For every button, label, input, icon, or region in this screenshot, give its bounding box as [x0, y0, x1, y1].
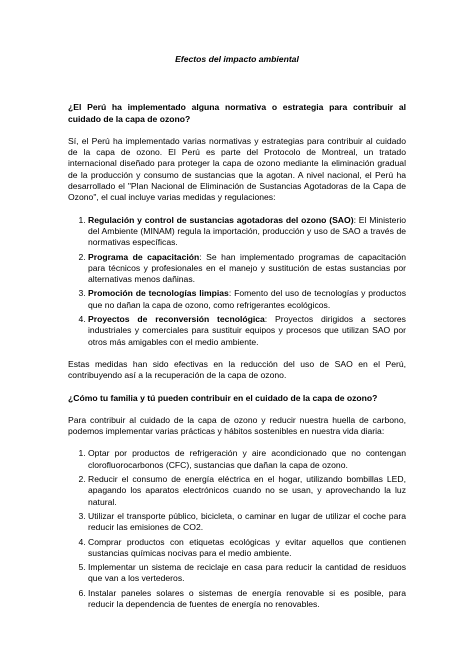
list-item: 5. Implementar un sistema de reciclaje en casa para reducir la cantidad de residuos que van a los vertederos.	[88, 562, 406, 585]
section1-conclusion: Estas medidas han sido efectivas en la reducción del uso de SAO en el Perú, contribuyendo así a la recuperación de la capa de ozono.	[68, 358, 406, 381]
list-item-text: : El Ministerio del Ambiente (MINAM) regula la importación, producción y uso de SAO a través de normativas específicas.	[88, 214, 407, 248]
list-item: 3. Utilizar el transporte público, bicicleta, o caminar en lugar de utilizar el coche para reducir las emisiones de CO2.	[88, 511, 406, 534]
list-item-text: : Proyectos dirigidos a sectores industriales y comerciales para sustituir equipos y procesos que utilizan SAO por otros más amigables con el medio ambiente.	[88, 314, 406, 347]
section2-heading: ¿Cómo tu familia y tú pueden contribuir en el cuidado de la capa de ozono?	[68, 392, 378, 403]
list-item-term: Promoción de tecnologías limpias	[88, 288, 229, 299]
list-item-text: : Se han implementado programas de capacitación para técnicos y profesionales en el manejo y sustitución de estas sustancias por alternativas menos dañinas.	[88, 251, 406, 285]
list-item	[88, 288, 406, 311]
section1-heading: ¿El Perú ha implementado alguna normativa o estrategia para contribuir al cuidado de la capa de ozono?	[68, 102, 406, 124]
list-item: 1. Optar por productos de refrigeración y aire acondicionado que no contengan clorofluorocarbonos (CFC), sustancias que dañan la capa de ozono.	[88, 448, 406, 471]
list-item-term: Proyectos de reconversión tecnológica	[88, 314, 265, 325]
section1-intro: Sí, el Perú ha implementado varias normativas y estrategias para contribuir al cuidado de la capa de ozono. El Perú es parte del Protocolo de Montreal, un tratado internacional diseñado para proteger la capa de ozono mediante la eliminación gradual de la producción y consumo de sustancias que la agotan. A nivel nacional, el Perú ha desarrollado el "Plan Nacional de Eliminación de Sustancias Agotadoras de la Capa de Ozono", el cual incluye varias medidas y regulaciones:	[68, 135, 406, 203]
section2-list	[68, 448, 406, 610]
list-item: 2. Reducir el consumo de energía eléctrica en el hogar, utilizando bombillas LED, apagando los aparatos electrónicos cuando no se usan, y aprovechando la luz natural.	[88, 474, 406, 508]
list-item-text: : Fomento del uso de tecnologías y productos que no dañan la capa de ozono, como refrigerantes ecológicos.	[88, 288, 406, 310]
document-title: Efectos del impacto ambiental	[175, 54, 299, 64]
list-item: 4. Comprar productos con etiquetas ecológicas y evitar aquellos que contienen sustancias químicas nocivas para el medio ambiente.	[88, 537, 406, 560]
section2-intro: Para contribuir al cuidado de la capa de ozono y reducir nuestra huella de carbono, podemos implementar varias prácticas y hábitos sostenibles en nuestra vida diaria:	[68, 414, 406, 437]
list-item	[88, 215, 406, 249]
section1-list	[68, 215, 406, 348]
list-item	[88, 252, 406, 286]
list-item: 6. Instalar paneles solares o sistemas de energía renovable si es posible, para reducir la dependencia de fuentes de energía no renovables.	[88, 588, 406, 611]
list-item	[88, 314, 406, 348]
list-item-term: Regulación y control de sustancias agotadoras del ozono (SAO)	[88, 214, 354, 225]
list-item-term: Programa de capacitación	[88, 251, 200, 262]
